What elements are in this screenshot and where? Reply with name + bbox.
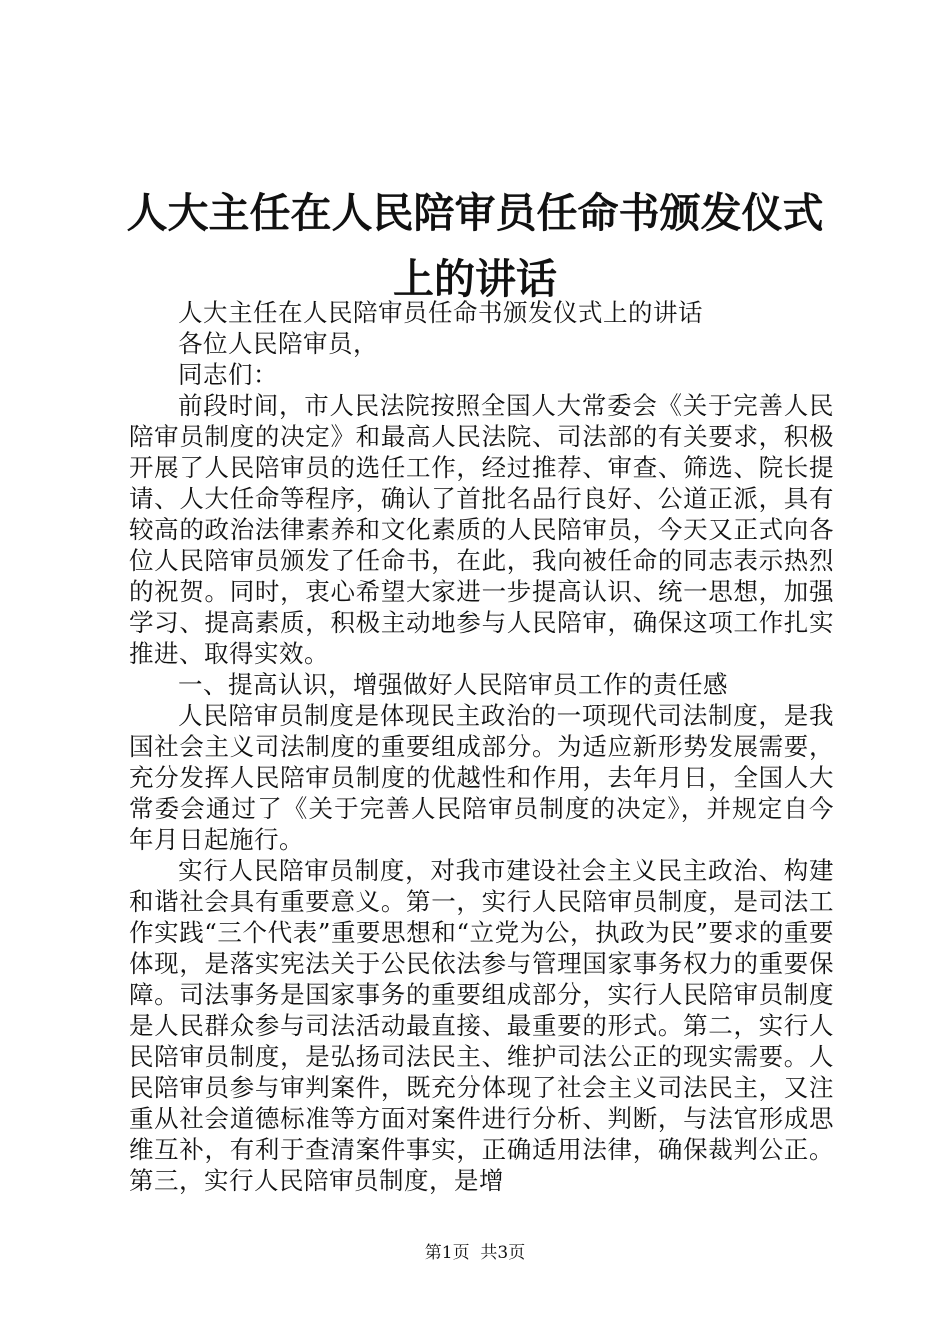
paragraph-system-overview: 人民陪审员制度是体现民主政治的一项现代司法制度，是我国社会主义司法制度的重要组成部分。为适应新形势发展需要，充分发挥人民陪审员制度的优越性和作用，去年月日，全国人大常委会通过了《关于完善人民陪审员制度的决定》，并规定自今年月日起施行。 xyxy=(129,701,834,854)
document-title: 人大主任在人民陪审员任命书颁发仪式上的讲话 xyxy=(126,189,824,303)
paragraph-salutation-comrades: 同志们： xyxy=(178,360,278,389)
paragraph-repeated-title: 人大主任在人民陪审员任命书颁发仪式上的讲话 xyxy=(178,298,703,327)
document-body xyxy=(129,297,834,1196)
page-number-footer xyxy=(0,1243,950,1263)
paragraph-intro: 前段时间，市人民法院按照全国人大常委会《关于完善人民陪审员制度的决定》和最高人民法院、司法部的有关要求，积极开展了人民陪审员的选任工作，经过推荐、审查、筛选、院长提请、人大任命等程序，确认了首批名品行良好、公道正派，具有较高的政治法律素养和文化素质的人民陪审员，今天又正式向各位人民陪审员颁发了任命书，在此，我向被任命的同志表示热烈的祝贺。同时，衷心希望大家进一步提高认识、统一思想，加强学习、提高素质，积极主动地参与人民陪审，确保这项工作扎实推进、取得实效。 xyxy=(129,391,834,668)
paragraph-significance: 实行人民陪审员制度，对我市建设社会主义民主政治、构建和谐社会具有重要意义。第一，实行人民陪审员制度，是司法工作实践“三个代表”重要思想和“立党为公，执政为民”要求的重要体现，是落实宪法关于公民依法参与管理国家事务权力的重要保障。司法事务是国家事务的重要组成部分，实行人民陪审员制度是人民群众参与司法活动最直接、最重要的形式。第二，实行人民陪审员制度，是弘扬司法民主、维护司法公正的现实需要。人民陪审员参与审判案件，既充分体现了社会主义司法民主，又注重从社会道德标准等方面对案件进行分析、判断，与法官形成思维互补，有利于查清案件事实，正确适用法律，确保裁判公正。第三，实行人民陪审员制度，是增 xyxy=(129,856,834,1195)
section-heading-one: 一、提高认识，增强做好人民陪审员工作的责任感 xyxy=(178,670,728,699)
page-number-label: 第1页 共3页 xyxy=(424,1243,526,1263)
paragraph-salutation: 各位人民陪审员， xyxy=(178,329,378,358)
